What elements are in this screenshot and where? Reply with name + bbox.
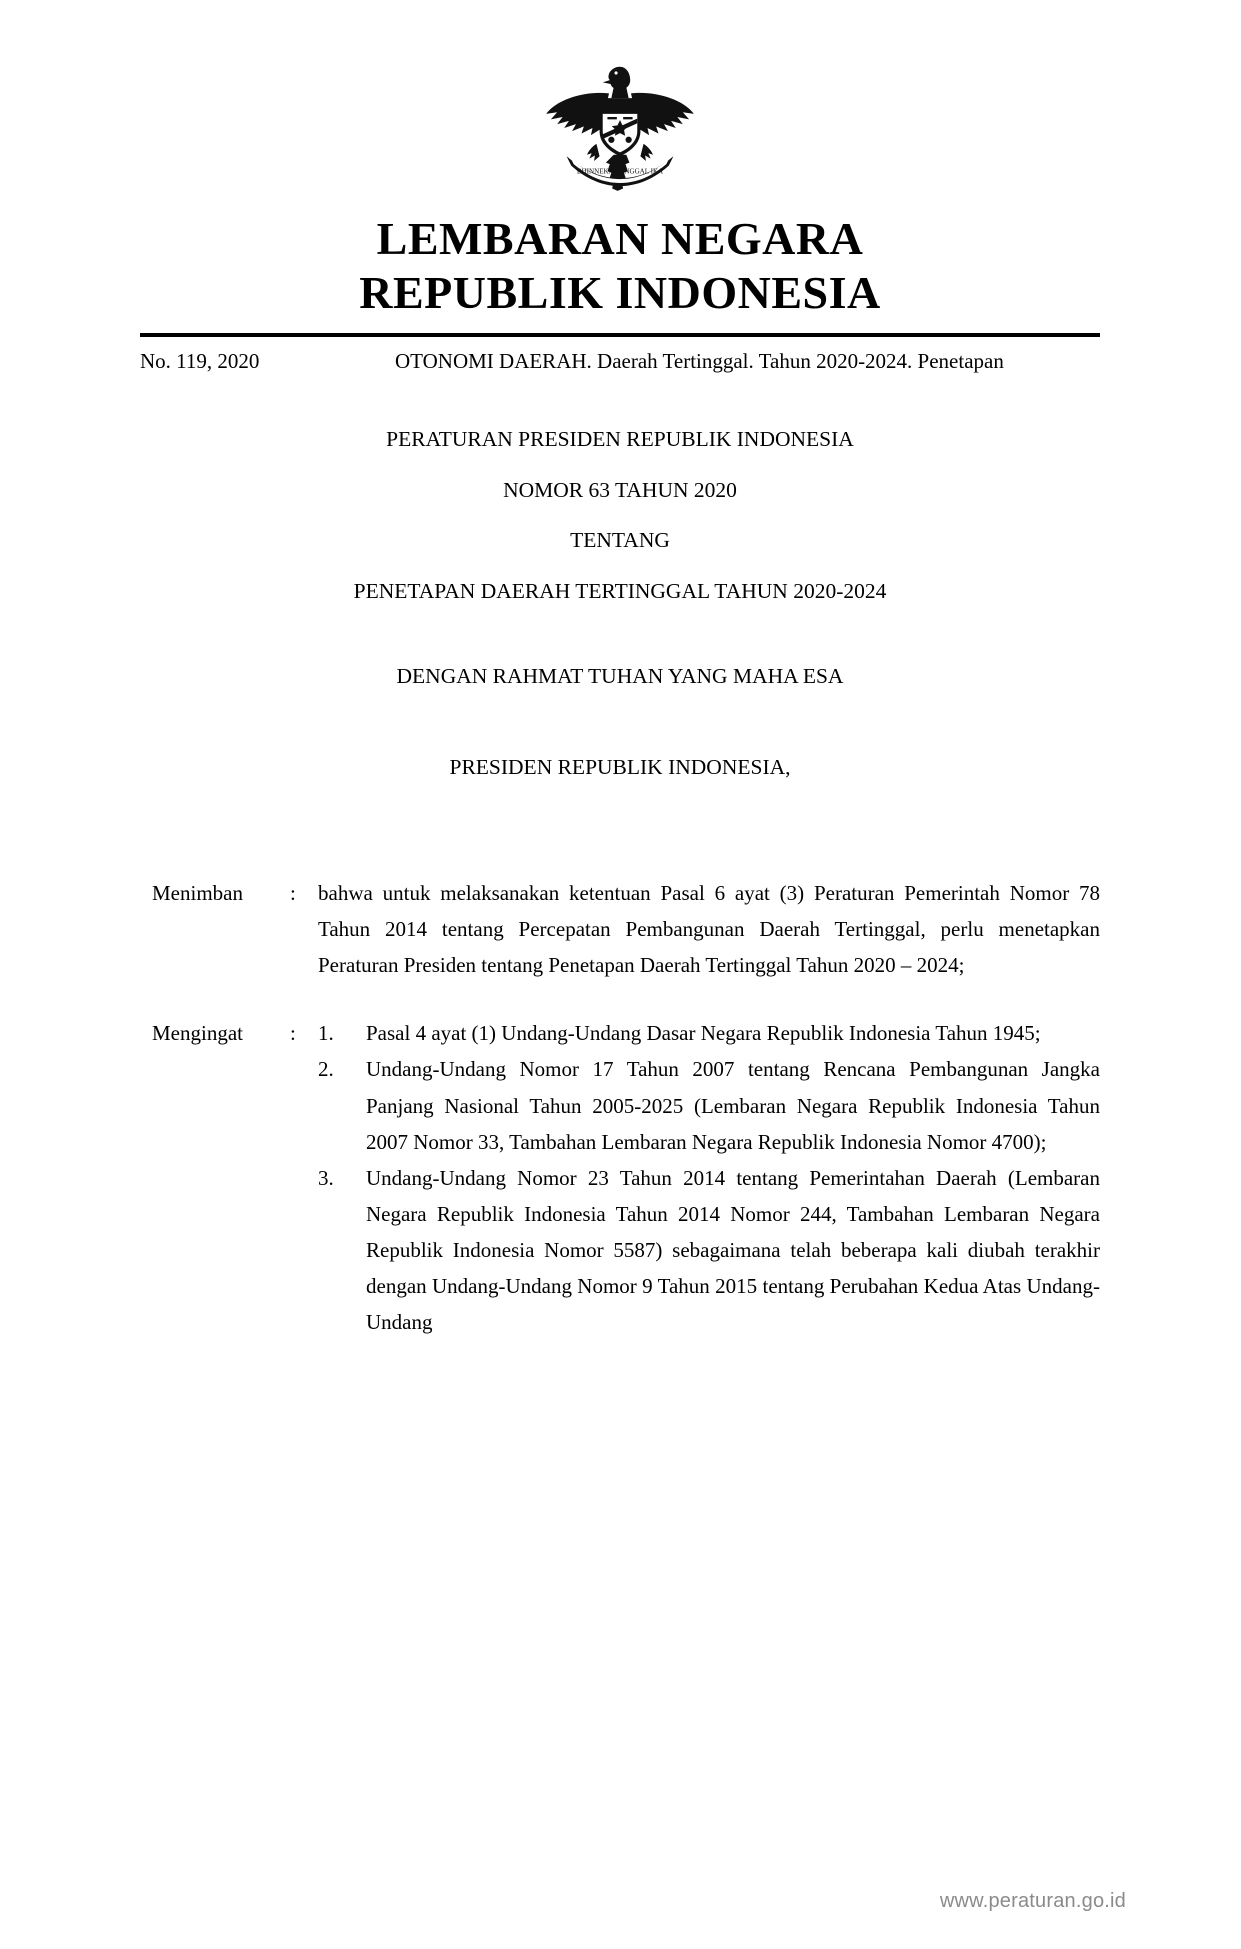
title-line-subject: PENETAPAN DAERAH TERTINGGAL TAHUN 2020-2024 [353, 578, 887, 603]
clause-mengingat [140, 1015, 1100, 1340]
document-meta [140, 346, 1100, 378]
list-item-text: Undang-Undang Nomor 17 Tahun 2007 tentang Rencana Pembangunan Jangka Panjang Nasional Tahun 2005-2025 (Lembaran Negara Republik Indonesia Tahun 2007 Nomor 33, Tambahan Lembaran Negara Republik Indonesia Nomor 4700); [366, 1057, 1100, 1154]
list-item-text: Undang-Undang Nomor 23 Tahun 2014 tentang Pemerintahan Daerah (Lembaran Negara Republik Indonesia Tahun 2014 Nomor 244, Tambahan Lembaran Negara Republik Indonesia Nomor 5587) sebagaimana telah beberapa kali diubah terakhir dengan Undang-Undang Nomor 9 Tahun 2015 tentang Perubahan Kedua Atas Undang-Undang [366, 1165, 1100, 1335]
footer-watermark: www.peraturan.go.id [939, 1890, 1126, 1912]
clauses-section [140, 875, 1100, 1340]
list-item-marker: 3. [318, 1165, 334, 1190]
list-item-text: Pasal 4 ayat (1) Undang-Undang Dasar Negara Republik Indonesia Tahun 1945; [366, 1021, 1041, 1046]
emblem-motto: BHINNEKA TUNGGAL IKA [576, 167, 664, 176]
clause-menimbang-body [318, 875, 1100, 983]
clause-menimbang-text: bahwa untuk melaksanakan ketentuan Pasal 6 ayat (3) Peraturan Pemerintah Nomor 78 Tahun 2014 tentang Percepatan Pembangunan Daerah Tertinggal, perlu menetapkan Peraturan Presiden tentang Penetapan Daerah Tertinggal Tahun 2020 – 2024; [318, 881, 1100, 978]
document-content [140, 0, 1100, 1340]
title-line-about: TENTANG [570, 528, 670, 553]
clause-mengingat-colon: : [290, 1021, 296, 1046]
clause-menimbang-colon: : [290, 881, 296, 906]
list-item-marker: 2. [318, 1057, 334, 1082]
masthead-line-2: REPUBLIK INDONESIA [359, 267, 881, 319]
clause-menimbang [140, 875, 1100, 983]
mengingat-list [318, 1015, 1100, 1340]
signatory-line: PRESIDEN REPUBLIK INDONESIA, [449, 755, 791, 780]
invocation-line: DENGAN RAHMAT TUHAN YANG MAHA ESA [396, 664, 844, 689]
document-subject: OTONOMI DAERAH. Daerah Tertinggal. Tahun 2020-2024. Penetapan [395, 348, 1004, 373]
list-item [318, 1160, 1100, 1341]
emblem-container [140, 0, 1100, 194]
title-line-authority: PERATURAN PRESIDEN REPUBLIK INDONESIA [386, 427, 854, 452]
garuda-pancasila-emblem [540, 62, 700, 194]
title-line-number: NOMOR 63 TAHUN 2020 [503, 477, 737, 502]
regulation-title-block [140, 429, 1100, 602]
document-number: No. 119, 2020 [140, 348, 260, 373]
masthead-line-1: LEMBARAN NEGARA [376, 213, 864, 264]
header-divider [140, 333, 1100, 337]
masthead [140, 212, 1100, 321]
clause-mengingat-label: Mengingat [152, 1021, 243, 1046]
list-item [318, 1015, 1100, 1051]
list-item-marker: 1. [318, 1021, 334, 1046]
clause-mengingat-body [318, 1015, 1100, 1340]
clause-menimbang-label: Menimban [152, 881, 243, 906]
list-item [318, 1051, 1100, 1159]
